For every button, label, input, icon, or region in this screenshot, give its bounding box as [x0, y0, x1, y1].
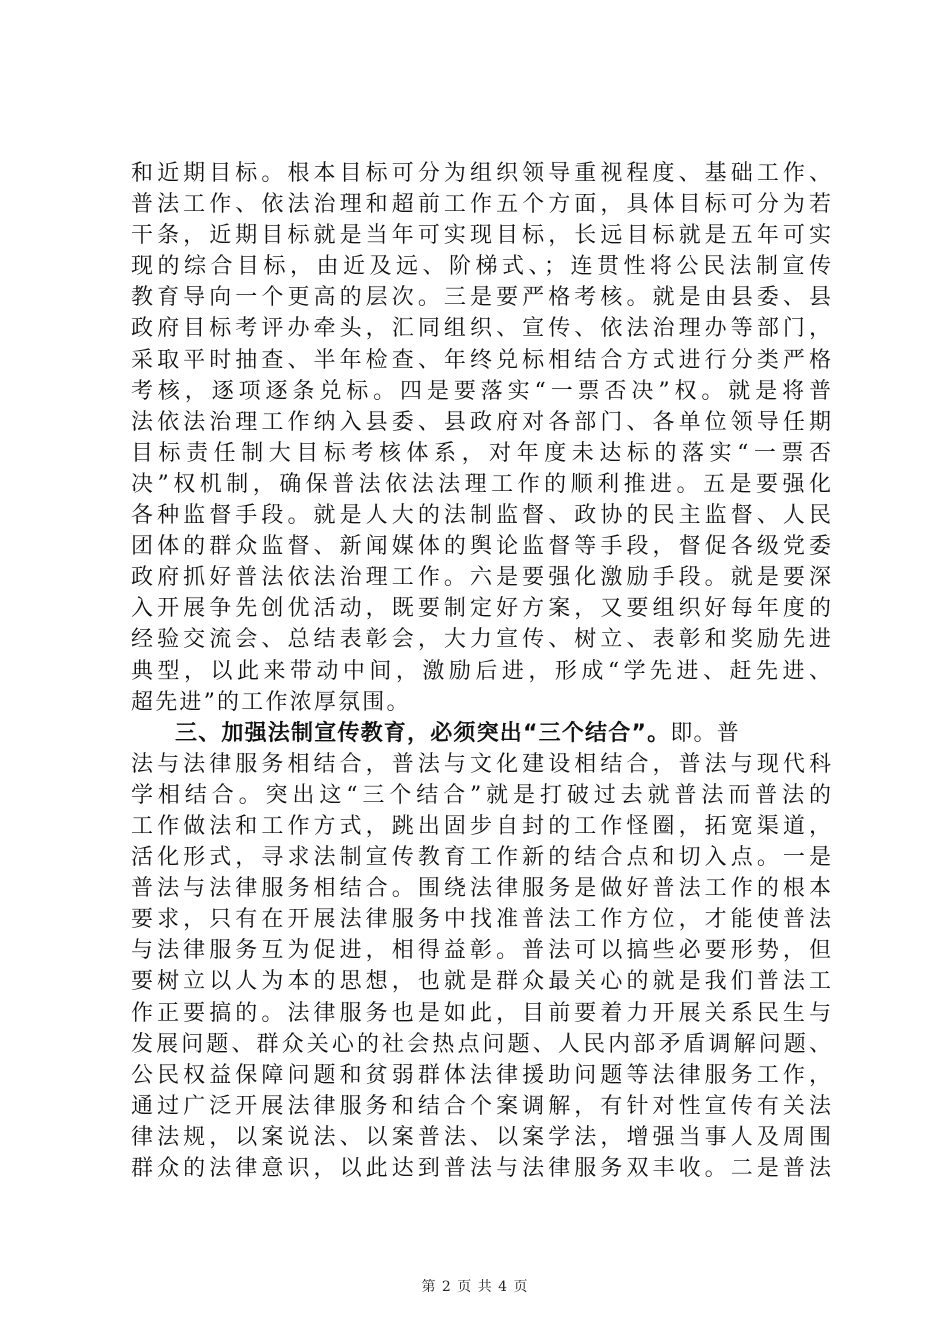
text-line: 各种监督手段。就是人大的法制监督、政协的民主监督、人民 [131, 503, 831, 529]
text-line: 团体的群众监督、新闻媒体的舆论监督等手段，督促各级党委 [131, 534, 831, 560]
paragraph-2 [131, 718, 831, 1184]
text-line: 决”权机制，确保普法依法法理工作的顺利推进。五是要强化 [131, 471, 831, 497]
text-line: 群众的法律意识，以此达到普法与法律服务双丰收。二是普法 [131, 1156, 831, 1181]
text-line: 学相结合。突出这“三个结合”就是打破过去就普法而普法的 [131, 782, 831, 808]
paragraph-1 [131, 158, 831, 718]
text-line: 和近期目标。根本目标可分为组织领导重视程度、基础工作、 [131, 161, 831, 186]
section-heading-line [131, 718, 831, 749]
text-line: 入开展争先创优活动，既要制定好方案，又要组织好每年度的 [131, 596, 831, 622]
text-line: 公民权益保障问题和贫弱群体法律援助问题等法律服务工作， [131, 1062, 831, 1088]
text-line: 通过广泛开展法律服务和结合个案调解，有针对性宣传有关法 [131, 1093, 831, 1119]
text-line: 工作做法和工作方式，跳出固步自封的工作怪圈，拓宽渠道， [131, 813, 831, 839]
page-footer: 第 2 页 共 4 页 [421, 1279, 529, 1295]
text-line: 要树立以人为本的思想，也就是群众最关心的就是我们普法工 [131, 969, 831, 995]
text-line: 作正要搞的。法律服务也是如此，目前要着力开展关系民生与 [131, 1000, 831, 1026]
section-heading-rest: 即。普 [670, 720, 740, 746]
text-line: 与法律服务互为促进，相得益彰。普法可以搞些必要形势，但 [131, 938, 831, 964]
text-line: 政府目标考评办牵头，汇同组织、宣传、依法治理办等部门， [131, 316, 831, 342]
text-line: 活化形式，寻求法制宣传教育工作新的结合点和切入点。一是 [131, 845, 831, 871]
text-line: 考核，逐项逐条兑标。四是要落实“一票否决”权。就是将普 [131, 378, 831, 404]
text-line: 教育导向一个更高的层次。三是要严格考核。就是由县委、县 [131, 285, 831, 311]
text-line: 要求，只有在开展法律服务中找准普法工作方位，才能使普法 [131, 907, 831, 933]
text-line: 普法工作、依法治理和超前工作五个方面，具体目标可分为若 [131, 192, 831, 218]
text-line: 采取平时抽查、半年检查、年终兑标相结合方式进行分类严格 [131, 347, 831, 373]
text-line: 经验交流会、总结表彰会，大力宣传、树立、表彰和奖励先进 [131, 627, 831, 653]
text-line: 普法与法律服务相结合。围绕法律服务是做好普法工作的根本 [131, 876, 831, 902]
text-line: 政府抓好普法依法治理工作。六是要强化激励手段。就是要深 [131, 565, 831, 591]
text-line: 发展问题、群众关心的社会热点问题、人民内部矛盾调解问题、 [131, 1031, 831, 1057]
body-text [131, 158, 831, 1184]
text-line: 律法规，以案说法、以案普法、以案学法，增强当事人及周围 [131, 1124, 831, 1150]
section-heading: 三、加强法制宣传教育，必须突出“三个结合”。 [175, 720, 671, 746]
text-line: 法与法律服务相结合，普法与文化建设相结合，普法与现代科 [131, 751, 831, 777]
text-line: 法依法治理工作纳入县委、县政府对各部门、各单位领导任期 [131, 409, 831, 435]
text-line: 干条，近期目标就是当年可实现目标，长远目标就是五年可实 [131, 223, 831, 249]
text-line: 现的综合目标，由近及远、阶梯式、；连贯性将公民法制宣传 [131, 254, 831, 280]
text-line: 目标责任制大目标考核体系，对年度未达标的落实“一票否 [131, 440, 831, 466]
text-line: 典型，以此来带动中间，激励后进，形成“学先进、赶先进、 [131, 658, 831, 684]
text-line: 超先进”的工作浓厚氛围。 [131, 689, 411, 715]
